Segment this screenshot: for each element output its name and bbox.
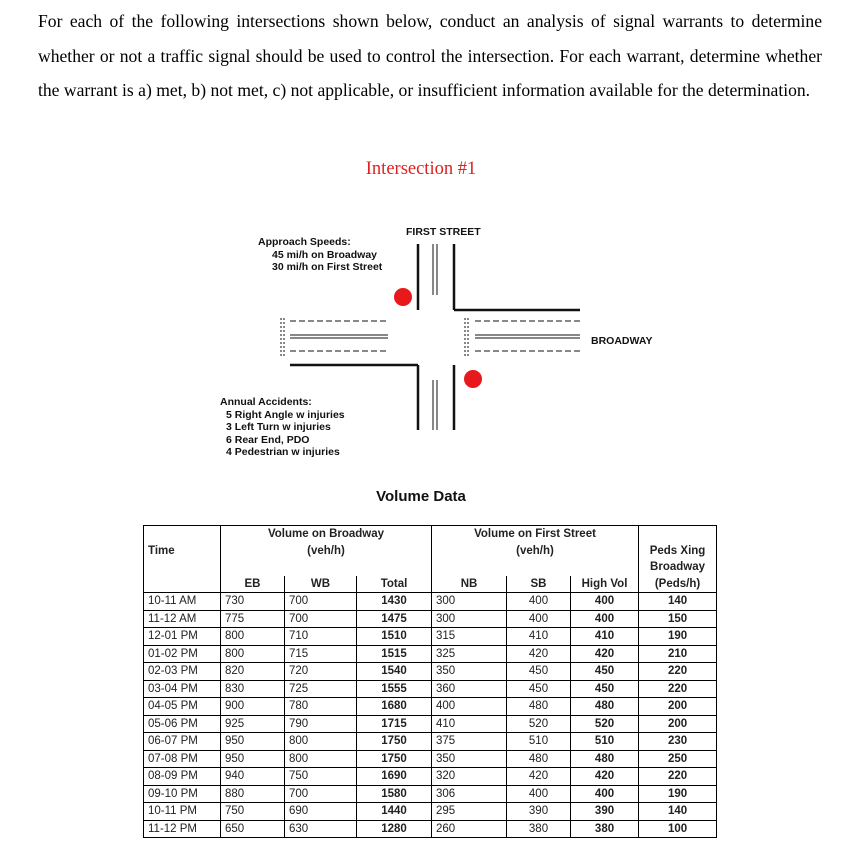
wb-cell: 780 [285, 698, 357, 716]
total-cell: 1475 [357, 610, 432, 628]
table-row [144, 803, 717, 821]
annual-accidents-block [220, 396, 345, 459]
peds-cell: 210 [639, 645, 717, 663]
eb-cell: 900 [221, 698, 285, 716]
eb-cell: 950 [221, 750, 285, 768]
nb-cell: 410 [432, 715, 507, 733]
peds-header-line3: (Peds/h) [639, 576, 717, 593]
eb-cell: 650 [221, 820, 285, 838]
table-row [144, 610, 717, 628]
signal-southeast [464, 370, 482, 388]
eb-cell: 830 [221, 680, 285, 698]
peds-header-line1: Peds Xing [639, 543, 717, 560]
accident-item: 3 Left Turn w injuries [226, 421, 331, 433]
instructions-line: For each of the following intersections shown below, conduct an analysis of signal warrants to [38, 11, 745, 31]
accidents-title: Annual Accidents: [220, 396, 312, 408]
col-sb-header: SB [507, 576, 571, 593]
approach-speeds-block [258, 236, 382, 274]
time-cell: 07-08 PM [144, 750, 221, 768]
eb-cell: 925 [221, 715, 285, 733]
sb-cell: 450 [507, 663, 571, 681]
wb-cell: 630 [285, 820, 357, 838]
high-vol-cell: 480 [571, 698, 639, 716]
lane-lines [290, 321, 580, 351]
crosswalks [281, 318, 468, 356]
total-cell: 1430 [357, 593, 432, 611]
high-vol-cell: 420 [571, 645, 639, 663]
wb-cell: 725 [285, 680, 357, 698]
time-cell: 12-01 PM [144, 628, 221, 646]
sb-cell: 450 [507, 680, 571, 698]
sb-cell: 390 [507, 803, 571, 821]
wb-cell: 715 [285, 645, 357, 663]
nb-cell: 300 [432, 610, 507, 628]
total-cell: 1540 [357, 663, 432, 681]
col-wb-header: WB [285, 576, 357, 593]
high-vol-cell: 450 [571, 680, 639, 698]
nb-cell: 350 [432, 750, 507, 768]
wb-cell: 700 [285, 593, 357, 611]
high-vol-cell: 480 [571, 750, 639, 768]
eb-cell: 750 [221, 803, 285, 821]
nb-cell: 325 [432, 645, 507, 663]
time-cell: 02-03 PM [144, 663, 221, 681]
peds-cell: 230 [639, 733, 717, 751]
table-row [144, 785, 717, 803]
wb-cell: 800 [285, 750, 357, 768]
accident-item: 4 Pedestrian w injuries [226, 446, 340, 458]
time-cell: 01-02 PM [144, 645, 221, 663]
table-row [144, 733, 717, 751]
sb-cell: 380 [507, 820, 571, 838]
high-vol-cell: 510 [571, 733, 639, 751]
instructions-line: warrant, determine whether the warrant is a) met, b) not met, c) not applicable, or insufficient [38, 45, 822, 100]
total-cell: 1715 [357, 715, 432, 733]
eb-cell: 880 [221, 785, 285, 803]
peds-cell: 200 [639, 715, 717, 733]
first-street-volume-header: Volume on First Street [432, 526, 639, 543]
eb-cell: 800 [221, 628, 285, 646]
eb-cell: 940 [221, 768, 285, 786]
nb-cell: 400 [432, 698, 507, 716]
total-cell: 1680 [357, 698, 432, 716]
wb-cell: 690 [285, 803, 357, 821]
high-vol-cell: 420 [571, 768, 639, 786]
eb-cell: 800 [221, 645, 285, 663]
broadway-unit: (veh/h) [221, 543, 432, 560]
high-vol-cell: 400 [571, 785, 639, 803]
total-cell: 1690 [357, 768, 432, 786]
volume-table [143, 525, 717, 838]
col-nb-header: NB [432, 576, 507, 593]
peds-cell: 190 [639, 785, 717, 803]
high-vol-cell: 410 [571, 628, 639, 646]
sb-cell: 510 [507, 733, 571, 751]
table-row [144, 593, 717, 611]
peds-cell: 220 [639, 768, 717, 786]
sb-cell: 420 [507, 645, 571, 663]
peds-cell: 150 [639, 610, 717, 628]
sb-cell: 420 [507, 768, 571, 786]
table-row [144, 645, 717, 663]
eb-cell: 820 [221, 663, 285, 681]
nb-cell: 350 [432, 663, 507, 681]
time-cell: 04-05 PM [144, 698, 221, 716]
peds-cell: 140 [639, 803, 717, 821]
approach-speed-item: 45 mi/h on Broadway [272, 248, 378, 261]
first-street-unit: (veh/h) [432, 543, 639, 560]
wb-cell: 790 [285, 715, 357, 733]
col-eb-header: EB [221, 576, 285, 593]
wb-cell: 710 [285, 628, 357, 646]
eb-cell: 775 [221, 610, 285, 628]
high-vol-cell: 380 [571, 820, 639, 838]
intersection-title: Intersection #1 [365, 159, 477, 179]
time-cell: 10-11 AM [144, 593, 221, 611]
broadway-volume-header: Volume on Broadway [221, 526, 432, 543]
peds-cell: 220 [639, 680, 717, 698]
high-vol-cell: 400 [571, 593, 639, 611]
peds-cell: 200 [639, 698, 717, 716]
total-cell: 1750 [357, 733, 432, 751]
sb-cell: 520 [507, 715, 571, 733]
sb-cell: 480 [507, 698, 571, 716]
peds-cell: 250 [639, 750, 717, 768]
first-street-label: FIRST STREET [406, 226, 481, 238]
sb-cell: 400 [507, 610, 571, 628]
table-row [144, 663, 717, 681]
table-row [144, 628, 717, 646]
sb-cell: 480 [507, 750, 571, 768]
peds-cell: 220 [639, 663, 717, 681]
time-cell: 05-06 PM [144, 715, 221, 733]
table-row [144, 750, 717, 768]
broadway-label: BROADWAY [591, 335, 653, 347]
nb-cell: 360 [432, 680, 507, 698]
total-cell: 1280 [357, 820, 432, 838]
total-cell: 1555 [357, 680, 432, 698]
high-vol-cell: 520 [571, 715, 639, 733]
volume-data-title: Volume Data [376, 488, 466, 505]
wb-cell: 700 [285, 785, 357, 803]
peds-cell: 190 [639, 628, 717, 646]
nb-cell: 260 [432, 820, 507, 838]
wb-cell: 700 [285, 610, 357, 628]
sb-cell: 400 [507, 785, 571, 803]
instructions-line: determine whether or not a traffic signal should be used to control the intersection. For each [38, 11, 822, 66]
total-cell: 1510 [357, 628, 432, 646]
time-cell: 11-12 PM [148, 822, 198, 835]
high-vol-cell: 400 [571, 610, 639, 628]
nb-cell: 300 [432, 593, 507, 611]
peds-cell: 100 [639, 820, 717, 838]
wb-cell: 750 [285, 768, 357, 786]
wb-cell: 720 [285, 663, 357, 681]
table-row [144, 680, 717, 698]
wb-cell: 800 [285, 733, 357, 751]
time-cell: 06-07 PM [144, 733, 221, 751]
col-total-header: Total [357, 576, 432, 593]
time-cell: 08-09 PM [144, 768, 221, 786]
time-cell: 11-12 AM [144, 610, 221, 628]
time-cell: 10-11 PM [144, 803, 221, 821]
accident-item: 6 Rear End, PDO [226, 433, 310, 446]
total-cell: 1580 [357, 785, 432, 803]
col-high-vol-header: High Vol [571, 576, 639, 593]
nb-cell: 320 [432, 768, 507, 786]
sb-cell: 400 [507, 593, 571, 611]
approach-speeds-title: Approach Speeds: [258, 236, 351, 248]
eb-cell: 950 [221, 733, 285, 751]
time-cell: 09-10 PM [144, 785, 221, 803]
total-cell: 1440 [357, 803, 432, 821]
sb-cell: 410 [507, 628, 571, 646]
table-row [144, 820, 717, 838]
accident-item: 5 Right Angle w injuries [226, 408, 345, 421]
table-row [144, 698, 717, 716]
high-vol-cell: 390 [571, 803, 639, 821]
nb-cell: 306 [432, 785, 507, 803]
eb-cell: 730 [221, 593, 285, 611]
table-row [144, 715, 717, 733]
signal-northwest [394, 288, 412, 306]
total-cell: 1750 [357, 750, 432, 768]
total-cell: 1515 [357, 645, 432, 663]
nb-cell: 375 [432, 733, 507, 751]
table-row [144, 768, 717, 786]
time-header: Time [148, 544, 175, 557]
peds-cell: 140 [639, 593, 717, 611]
time-cell: 03-04 PM [144, 680, 221, 698]
high-vol-cell: 450 [571, 663, 639, 681]
peds-header-line2: Broadway [639, 559, 717, 576]
nb-cell: 315 [432, 628, 507, 646]
instructions-line: information available for the determination. [501, 80, 811, 100]
approach-speed-item: 30 mi/h on First Street [272, 261, 383, 273]
nb-cell: 295 [432, 803, 507, 821]
